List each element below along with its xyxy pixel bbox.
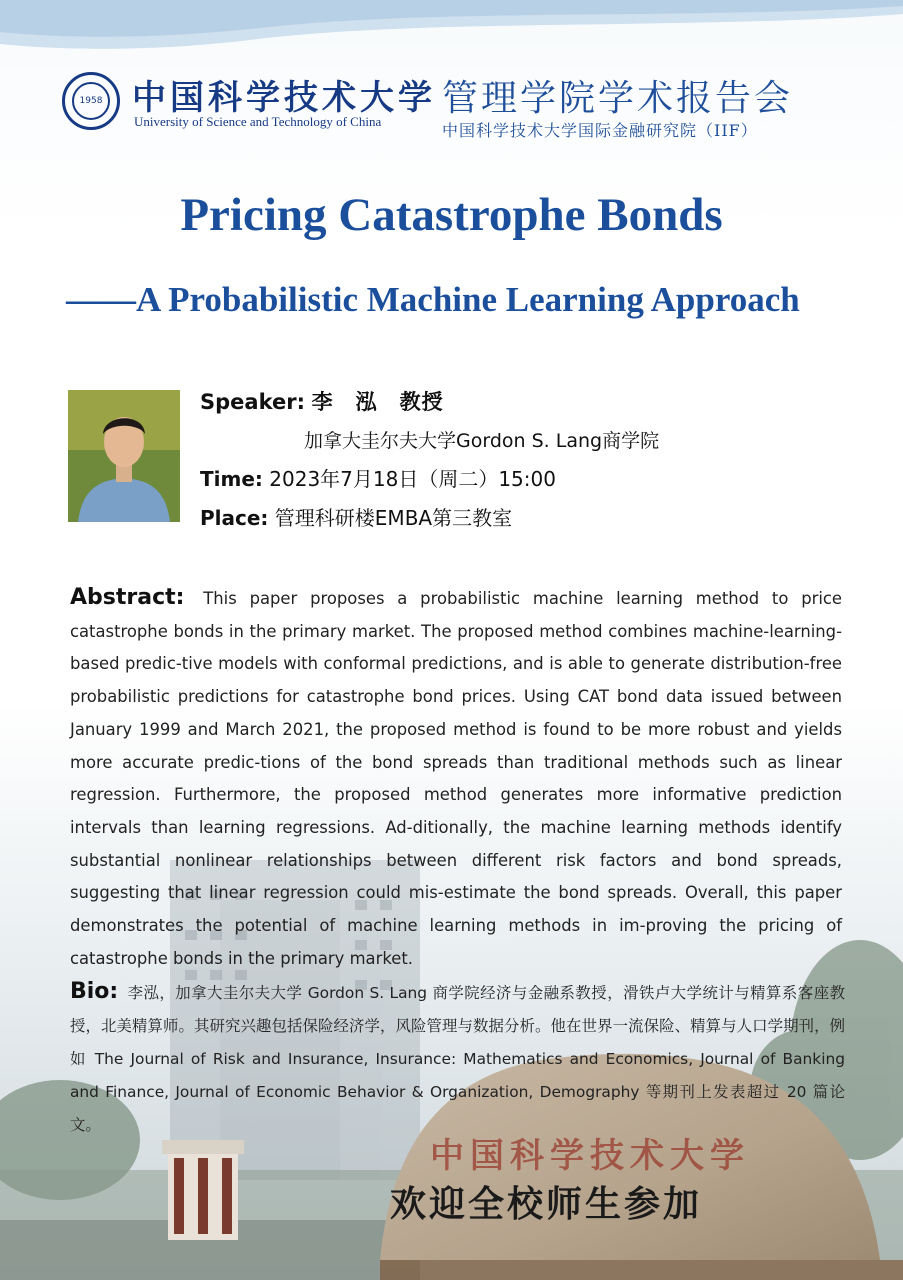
time-line	[200, 463, 556, 492]
speaker-name: 李 泓 教授	[311, 390, 444, 414]
time-label: Time:	[200, 467, 263, 491]
university-name-en: University of Science and Technology of China	[134, 114, 382, 129]
institute-name: 中国科学技术大学国际金融研究院（IIF）	[442, 121, 758, 140]
bio-text: 李泓，加拿大圭尔夫大学 Gordon S. Lang 商学院经济与金融系教授，滑铁卢大学统计与精算系客座教授，北美精算师。其研究兴趣包括保险经济学，风险管理与数据分析。他在世界一流保险、精算与人口学期刊，例如 The Journal of Risk and Insurance, Insurance: Mathematics and Economics, Journal of Banking and Finance, Journal of Economic Behavior & Organization, Demography 等期刊上发表超过 20 篇论文。	[70, 984, 845, 1134]
place-line	[200, 502, 512, 531]
rock-inscription: 中国科学技术大学	[430, 1136, 750, 1176]
talk-subtitle: ——A Probabilistic Machine Learning Approach	[66, 280, 800, 319]
speaker-photo	[68, 390, 180, 522]
seal-year: 1958	[72, 82, 110, 120]
place-value: 管理科研楼EMBA第三教室	[274, 506, 513, 530]
place-label: Place:	[200, 506, 269, 530]
abstract-label: Abstract:	[70, 585, 185, 610]
speaker-affiliation: 加拿大圭尔夫大学Gordon S. Lang商学院	[304, 430, 660, 452]
speaker-label: Speaker:	[200, 390, 305, 414]
bio-section	[70, 975, 845, 1142]
school-event-title: 管理学院学术报告会	[442, 78, 794, 119]
time-value: 2023年7月18日（周二）15:00	[269, 467, 556, 491]
university-seal-logo	[62, 72, 120, 130]
top-wave-decoration	[0, 0, 903, 60]
welcome-message: 欢迎全校师生参加	[390, 1183, 703, 1225]
bio-label: Bio:	[70, 979, 119, 1004]
talk-title: Pricing Catastrophe Bonds	[180, 189, 723, 241]
speaker-line	[200, 386, 444, 416]
abstract-section	[70, 582, 842, 975]
abstract-text: This paper proposes a probabilistic machine learning method to price catastrophe bonds in the primary market. The proposed method combines machine-learning-based predic-tive models with conformal predictions, and is able to generate distribution-free probabilistic predictions for catastrophe bond prices. Using CAT bond data issued between January 1999 and March 2021, the proposed method is found to be more robust and yields more accurate predic-tions of the bond spreads than traditional methods such as linear regression. Furthermore, the proposed method generates more informative prediction intervals than learning regressions. Ad-ditionally, the machine learning methods identify substantial nonlinear relationships between different risk factors and bond spreads, suggesting that linear regression could mis-estimate the bond spreads. Overall, this paper demonstrates the potential of machine learning methods in im-proving the pricing of catastrophe bonds in the primary market.	[70, 589, 842, 968]
university-name-cn: 中国科学技术大学	[132, 78, 436, 118]
